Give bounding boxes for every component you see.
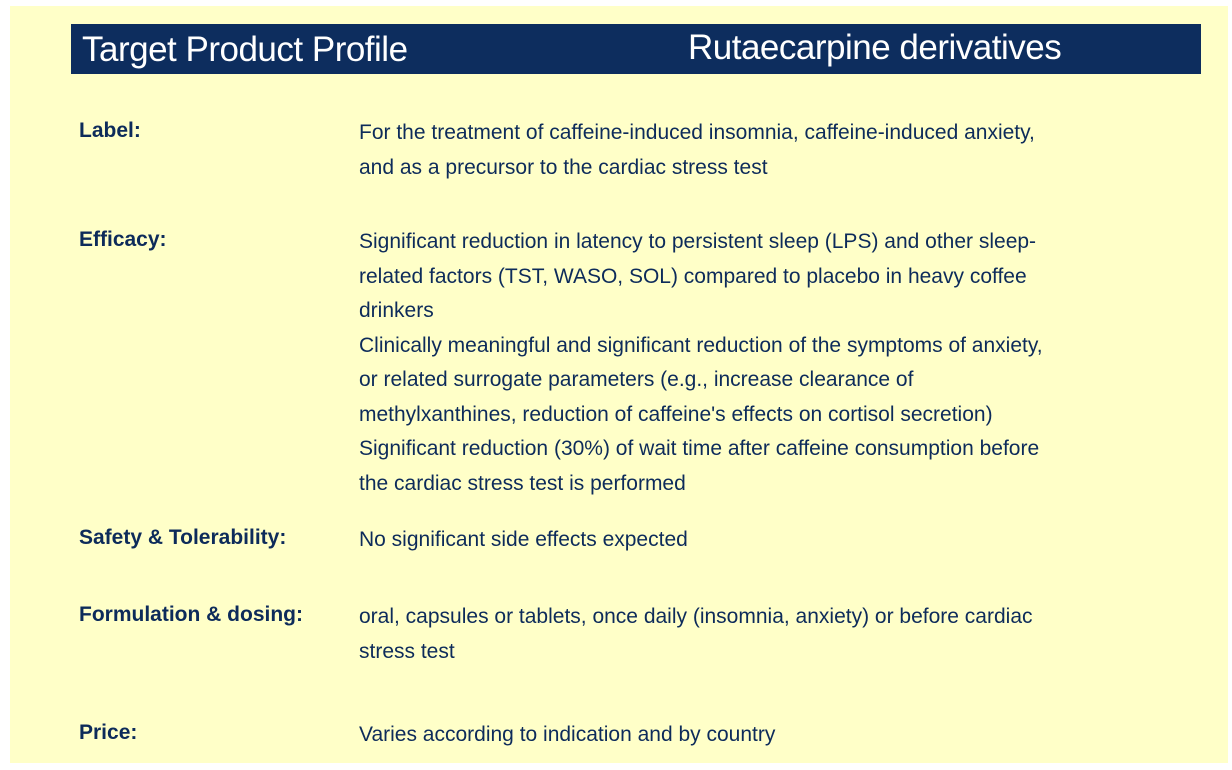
value-line: or related surrogate parameters (e.g., increase clearance of — [359, 368, 914, 391]
value-line: and as a precursor to the cardiac stress test — [359, 155, 768, 179]
price-row-value — [359, 718, 1199, 753]
efficacy-row-value — [359, 225, 1199, 501]
value-line: the cardiac stress test is performed — [359, 471, 686, 495]
value-line: Varies according to indication and by country — [359, 723, 776, 746]
value-line: For the treatment of caffeine-induced insomnia, caffeine-induced anxiety, — [359, 121, 1035, 144]
safety-row-label: Safety & Tolerability: — [79, 526, 287, 549]
value-line: drinkers — [359, 299, 434, 322]
formulation-row-label: Formulation & dosing: — [79, 603, 303, 626]
value-line: Significant reduction (30%) of wait time after caffeine consumption before — [359, 437, 1040, 460]
price-row-label: Price: — [79, 721, 138, 744]
slide — [10, 6, 1228, 763]
label-row-label: Label: — [79, 119, 141, 142]
value-line: Significant reduction in latency to persistent sleep (LPS) and other sleep- — [359, 230, 1037, 253]
label-row-value — [359, 116, 1199, 185]
efficacy-row-label: Efficacy: — [79, 228, 167, 251]
value-line: methylxanthines, reduction of caffeine's effects on cortisol secretion) — [359, 402, 993, 426]
value-line: Clinically meaningful and significant reduction of the symptoms of anxiety, — [359, 333, 1043, 357]
slide-title: Target Product Profile — [82, 30, 408, 69]
slide-subtitle: Rutaecarpine derivatives — [688, 28, 1062, 67]
value-line: related factors (TST, WASO, SOL) compared to placebo in heavy coffee — [359, 264, 1027, 288]
title-bar — [71, 24, 1201, 74]
safety-row-value — [359, 523, 1199, 558]
formulation-row-value — [359, 600, 1199, 669]
value-line: oral, capsules or tablets, once daily (insomnia, anxiety) or before cardiac — [359, 605, 1033, 628]
value-line: No significant side effects expected — [359, 528, 688, 551]
value-line: stress test — [359, 639, 455, 663]
